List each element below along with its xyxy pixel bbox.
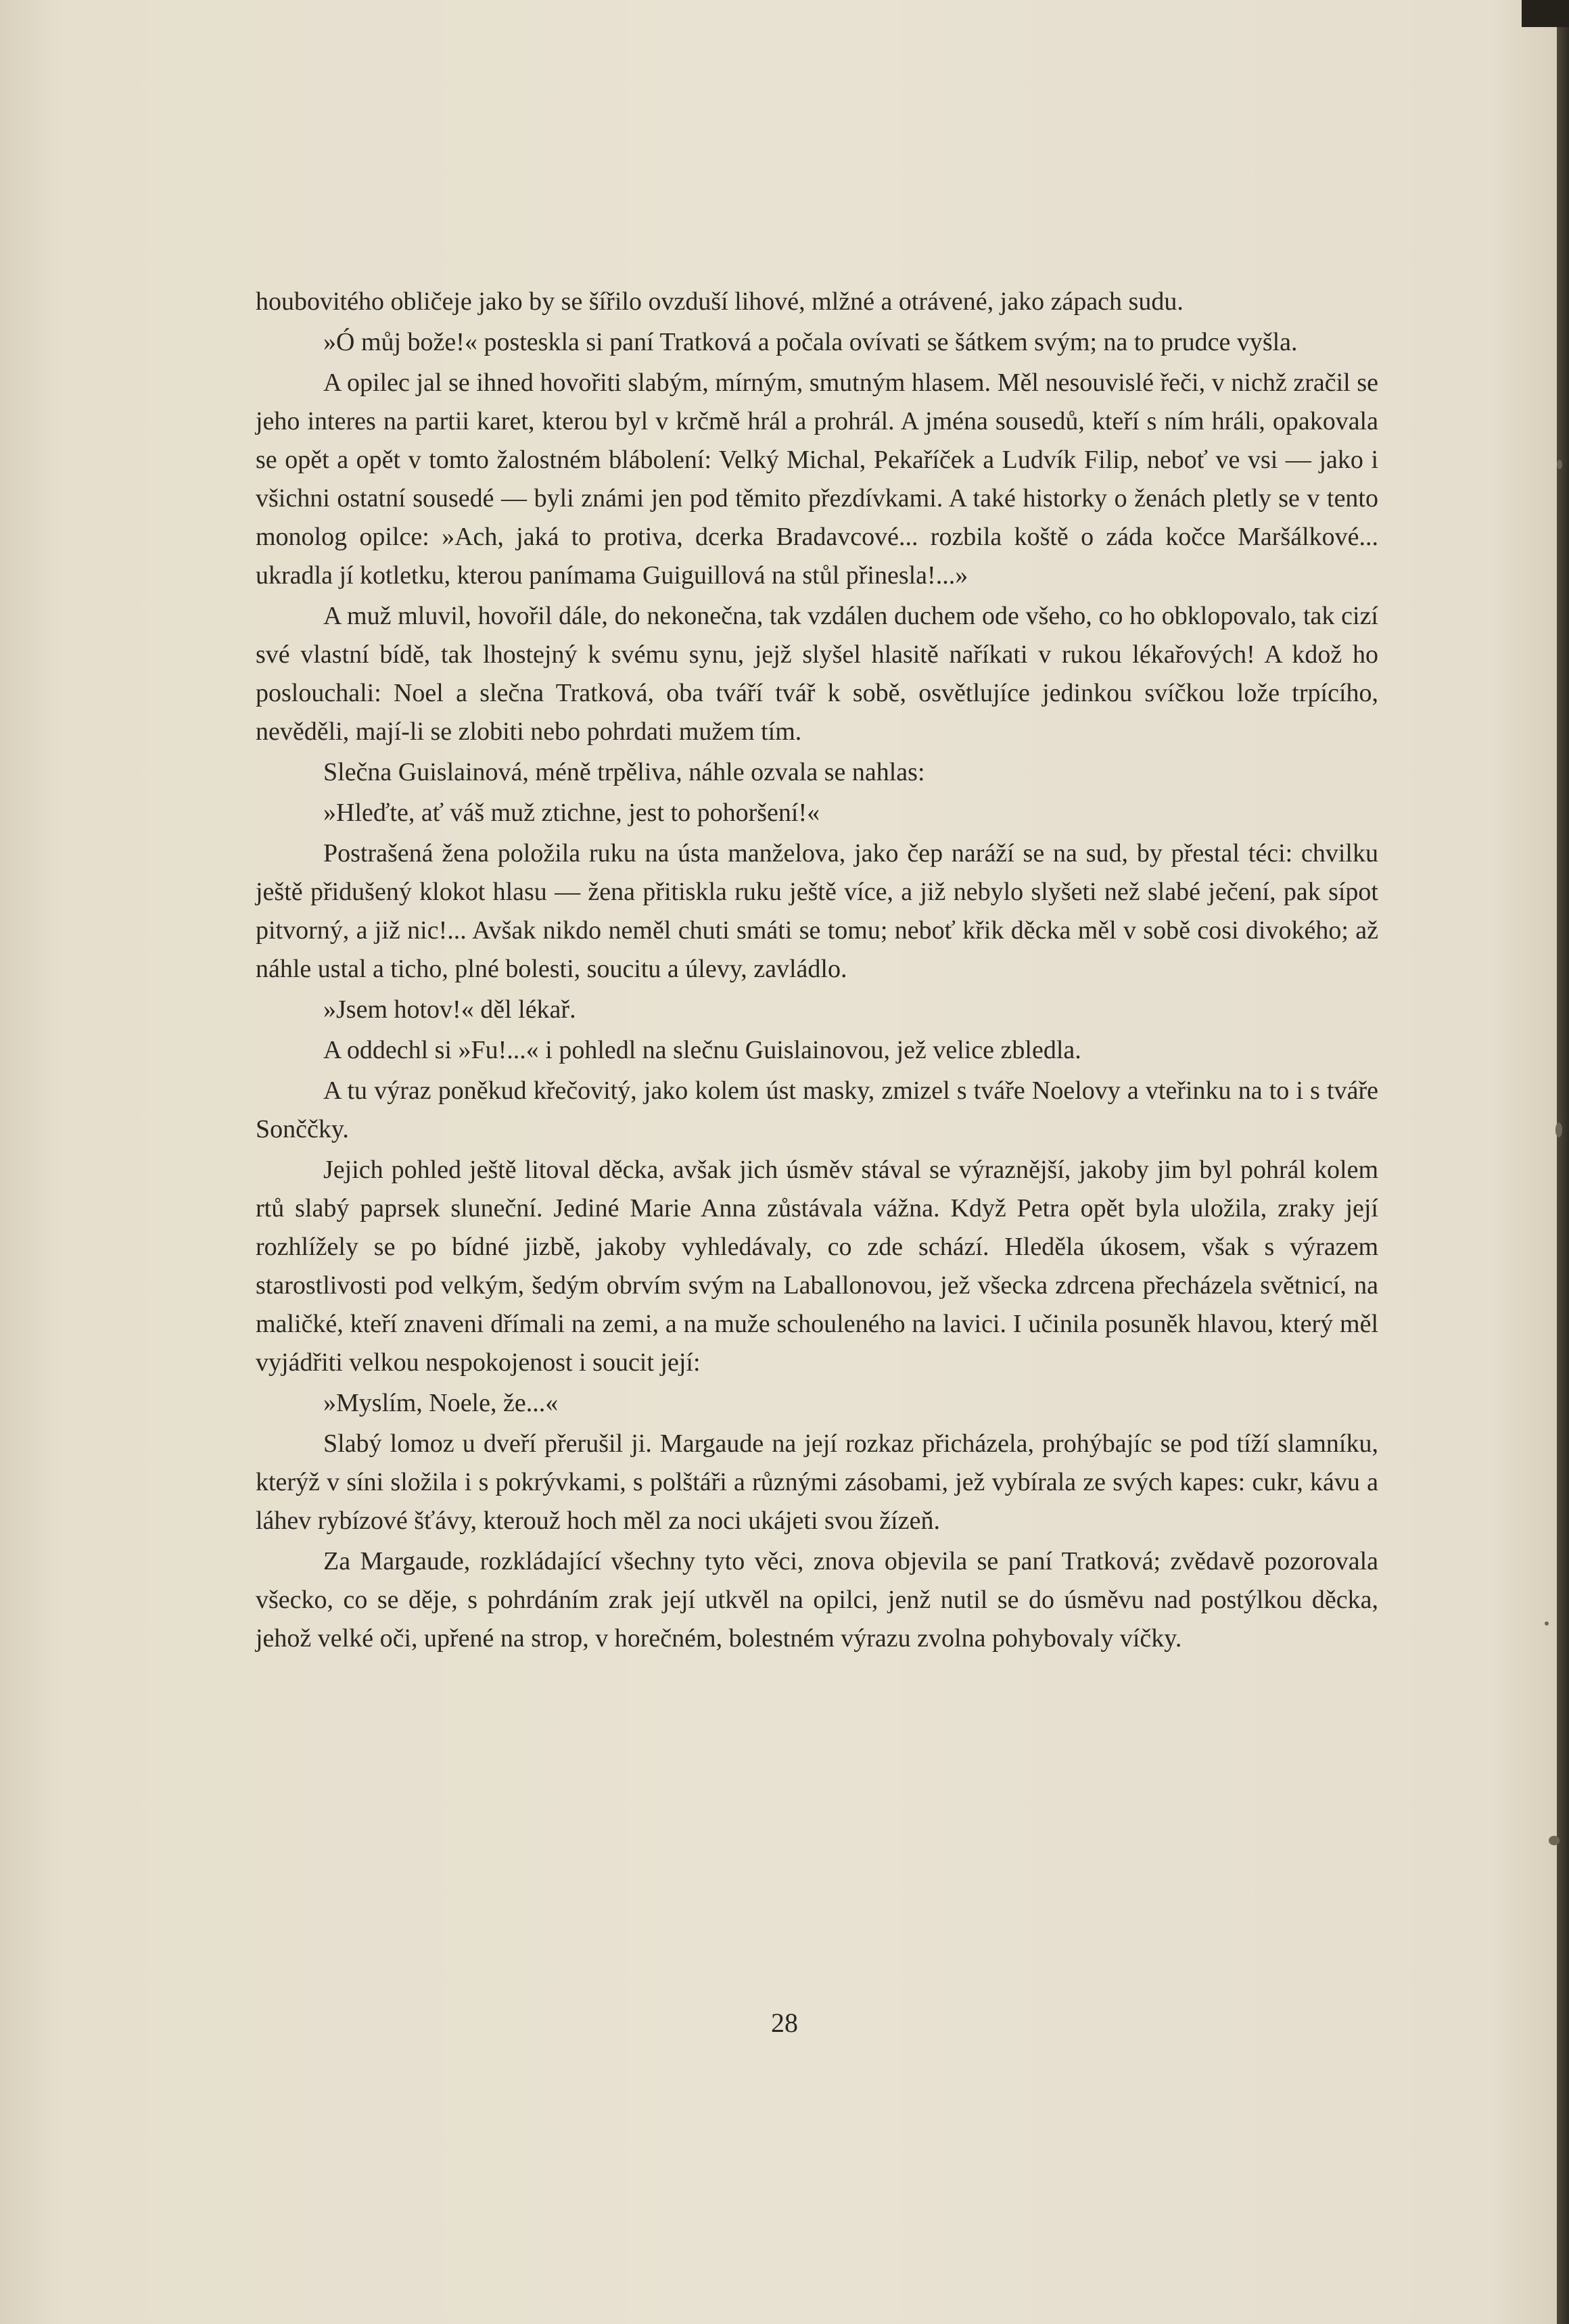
paper-spot xyxy=(1555,1122,1562,1137)
paragraph: A opilec jal se ihned hovořiti slabým, mírným, smutným hlasem. Měl nesouvislé řeči, v nichž zračil se jeho interes na partii karet, kterou byl v krčmě hrál a prohrál. A jména sousedů, kteří s ním hráli, opakovala se opět a opět v tomto žalostném blábolení: Velký Michal, Pekaříček a Ludvík Filip, neboť ve vsi — jako i všichni ostatní sousedé — byli známi jen pod těmito přezdívkami. A také historky o ženách pletly se v tento monolog opilce: »Ach, jaká to protiva, dcerka Bradavcové... rozbila koště o záda kočce Maršálkové... ukradla jí kotletku, kterou panímama Guiguillová na stůl přinesla!...» xyxy=(256,369,1378,590)
paragraph: Jejich pohled ještě litoval děcka, avšak jich úsměv stával se výraznější, jakoby jim byl pohrál kolem rtů slabý paprsek sluneční. Jediné Marie Anna zůstávala vážna. Když Petra opět byla uložila, zraky její rozhlížely se po bídné jizbě, jakoby vyhledávaly, co zde schází. Hleděla úkosem, však s výrazem starostlivosti pod velkým, šedým obrvím svým na Laballonovou, jež všecka zdrcena přecházela světnicí, na maličké, kteří znaveni dřímali na zemi, a na muže schouleného na lavici. I učinila posuněk hlavou, který měl vyjádřiti velkou nespokojenost i soucit její: xyxy=(256,1156,1378,1377)
paper-spot xyxy=(1549,1836,1560,1845)
page-number: 28 xyxy=(771,2008,798,2038)
paragraph: houbovitého obličeje jako by se šířilo ovzduší lihové, mlžné a otrávené, jako zápach sudu. xyxy=(256,287,1184,316)
paragraph: »Hleďte, ať váš muž ztichne, jest to pohoršení!« xyxy=(323,799,820,827)
body-text xyxy=(256,283,1378,1660)
paragraph: A tu výraz poněkud křečovitý, jako kolem úst masky, zmizel s tváře Noelovy a vteřinku na to i s tváře Sonččky. xyxy=(256,1076,1378,1143)
paragraph: Za Margaude, rozkládající všechny tyto věci, znova objevila se paní Tratková; zvědavě pozorovala všecko, co se děje, s pohrdáním zrak její utkvěl na opilci, jenž nutil se do úsměvu nad postýlkou děcka, jehož velké oči, upřené na strop, v horečném, bolestném výrazu zvolna pohybovaly víčky. xyxy=(256,1547,1378,1653)
paper-spot xyxy=(1545,1621,1549,1626)
paragraph: A oddechl si »Fu!...« i pohledl na slečnu Guislainovou, jež velice zbledla. xyxy=(323,1036,1081,1064)
paper-spot xyxy=(1557,460,1562,469)
paragraph: Slečna Guislainová, méně trpěliva, náhle ozvala se nahlas: xyxy=(323,758,925,786)
paragraph: »Myslím, Noele, že...« xyxy=(323,1389,559,1417)
paragraph: A muž mluvil, hovořil dále, do nekonečna, tak vzdálen duchem ode všeho, co ho obklopovalo, tak cizí své vlastní bídě, tak lhostejný k svému synu, jejž slyšel hlasitě naříkati v rukou lékařových! A kdož ho poslouchali: Noel a slečna Tratková, oba tváří tvář k sobě, osvětlujíce jedinkou svíčkou lože trpícího, nevěděli, mají-li se zlobiti nebo pohrdati mužem tím. xyxy=(256,602,1378,746)
paragraph: Postrašená žena položila ruku na ústa manželova, jako čep naráží se na sud, by přestal téci: chvilku ještě přidušený klokot hlasu — žena přitiskla ruku ještě více, a již nebylo slyšeti než slabé ječení, pak sípot pitvorný, a již nic!... Avšak nikdo neměl chuti smáti se tomu; neboť křik děcka měl v sobě cosi divokého; až náhle ustal a ticho, plné bolesti, soucitu a úlevy, zavládlo. xyxy=(256,839,1378,983)
paragraph: »Ó můj bože!« posteskla si paní Tratková a počala ovívati se šátkem svým; na to prudce vyšla. xyxy=(323,328,1298,356)
page-binding-edge xyxy=(1557,0,1569,2324)
paragraph: Slabý lomoz u dveří přerušil ji. Margaude na její rozkaz přicházela, prohýbajíc se pod tíží slamníku, kterýž v síni složila i s pokrývkami, s polštáři a různými zásobami, jež vybírala ze svých kapes: cukr, kávu a láhev rybízové šťávy, kterouž hoch měl za noci ukájeti svou žízeň. xyxy=(256,1429,1378,1535)
page-corner-shadow xyxy=(1522,0,1569,27)
paragraph: »Jsem hotov!« děl lékař. xyxy=(323,995,576,1024)
